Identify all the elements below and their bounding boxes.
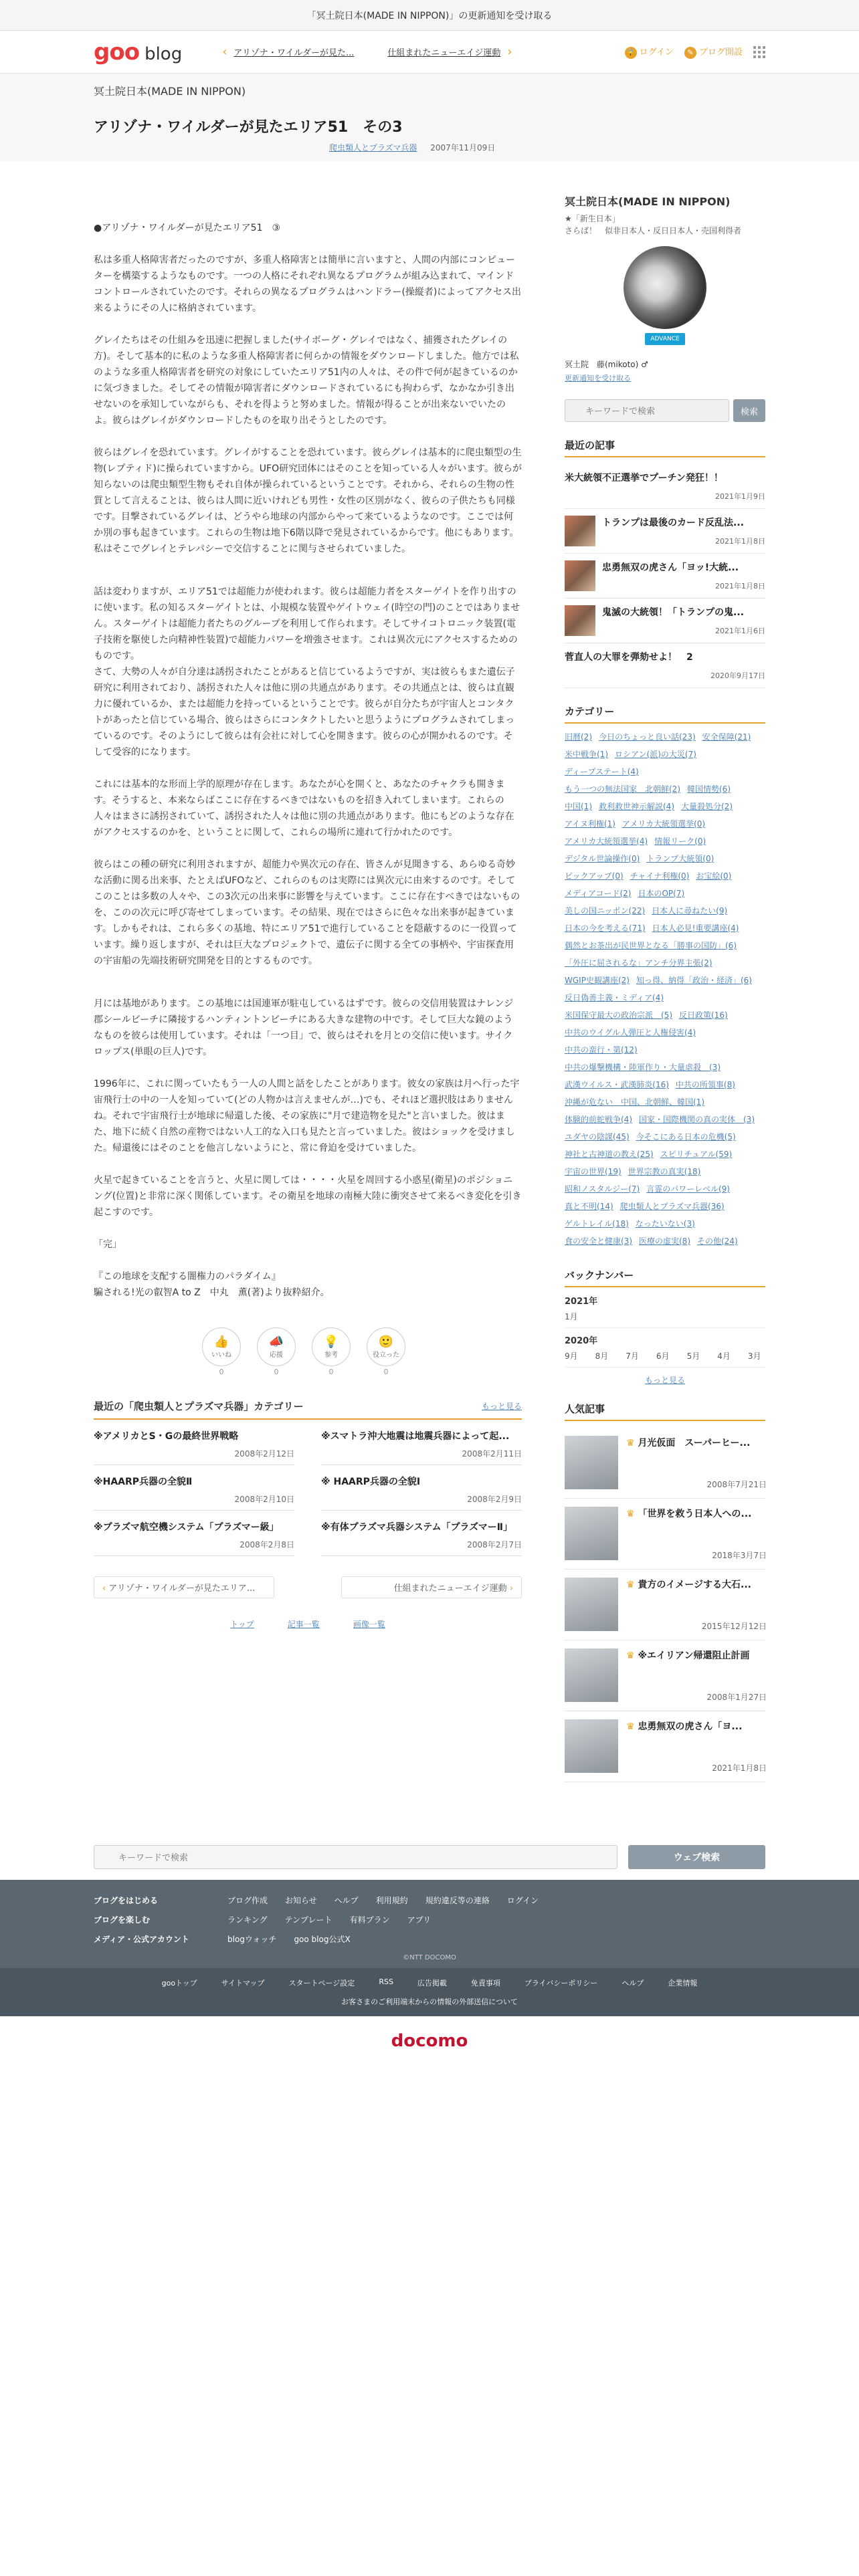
category-link[interactable]: 「外圧に屈されるな」アンチ分界主張(2) bbox=[565, 958, 712, 968]
popular-date: 2008年7月21日 bbox=[706, 1480, 767, 1489]
footer-row-heading[interactable]: ブログを楽しむ bbox=[94, 1915, 151, 1925]
recent-posts bbox=[565, 438, 765, 688]
reaction-label: 参考 bbox=[324, 1352, 338, 1359]
category-link[interactable]: 米国保守最大の政治宗派 (5) bbox=[565, 1010, 672, 1020]
reaction-icon: 💡 bbox=[323, 1335, 339, 1349]
reaction-circle[interactable] bbox=[257, 1327, 296, 1366]
bottom-links bbox=[94, 1618, 522, 1630]
sidebar-search bbox=[565, 399, 765, 422]
article-paragraph: 「完」 bbox=[94, 1239, 122, 1250]
category-link[interactable]: 世界宗教の真実(18) bbox=[628, 1167, 701, 1176]
category-link[interactable]: 知っ得、納得「政治・経済」(6) bbox=[636, 976, 752, 985]
related-title: 最近の「爬虫類人とプラズマ兵器」カテゴリー bbox=[94, 1400, 304, 1412]
footer-row-links bbox=[227, 1914, 765, 1925]
footer-link[interactable]: ログイン bbox=[506, 1896, 539, 1905]
backnumber-year: 2020年 bbox=[565, 1336, 598, 1346]
popular-thumbnail[interactable] bbox=[565, 1648, 618, 1702]
popular-text bbox=[626, 1507, 767, 1561]
category-link[interactable]: 昭和ノスタルジー(7) bbox=[565, 1184, 640, 1194]
category-link[interactable]: 武漢ウイルス・武漢肺炎(16) bbox=[565, 1080, 669, 1089]
crown-icon: ♛ bbox=[626, 1438, 638, 1448]
popular-thumbnail[interactable] bbox=[565, 1507, 618, 1560]
category-link[interactable]: 大量殺処分(2) bbox=[681, 802, 733, 811]
reaction-2[interactable] bbox=[312, 1327, 351, 1376]
back-numbers bbox=[565, 1268, 765, 1386]
category-link[interactable]: WGIP史観講座(2) bbox=[565, 976, 630, 985]
category-link[interactable]: アイヌ利権(1) bbox=[565, 819, 615, 829]
recent-text bbox=[565, 650, 765, 681]
category-link[interactable]: 偶然とお茶出が民世界となる「勝事の国防」(6) bbox=[565, 941, 737, 950]
article-paragraph: 火星で起きていることを言うと、火星に関しては・・・・火星を周回する小惑星(衛星)のポジショニング(位置)と非常に深く関係しています。その衛星を地球の南極大陸に衝突させて来るべき変化を引き起こすのです。 bbox=[94, 1175, 522, 1218]
popular-title[interactable]: 月光仮面 スーパーヒー... bbox=[638, 1438, 751, 1448]
footer-row-links bbox=[227, 1895, 765, 1906]
blog-banner bbox=[0, 74, 859, 161]
related-item-title[interactable]: ※有体プラズマ兵器システム「プラズマーⅡ」 bbox=[321, 1522, 513, 1533]
category-link[interactable]: 日本の今を考える(71) bbox=[565, 924, 646, 933]
footer-link[interactable]: ヘルプ bbox=[622, 1979, 644, 1988]
reaction-label: 役立った bbox=[373, 1352, 399, 1359]
backnumber-months bbox=[565, 1311, 765, 1328]
related-item-date: 2008年2月10日 bbox=[234, 1495, 294, 1504]
popular-item[interactable] bbox=[565, 1499, 765, 1570]
footer-link[interactable]: 規約違反等の連絡 bbox=[425, 1896, 490, 1905]
category-link[interactable]: スピリチュアル(59) bbox=[660, 1150, 733, 1159]
footer-link[interactable]: 企業情報 bbox=[668, 1979, 698, 1988]
category-link[interactable]: 反日偽善主義・ミディア(4) bbox=[565, 993, 664, 1002]
pager-next-label: 仕組まれたニューエイジ運動 bbox=[393, 1584, 507, 1594]
pager-prev-label: アリゾナ・ワイルダーが見たエリア... bbox=[108, 1584, 256, 1594]
backnumber-month-link[interactable]: 6月 bbox=[656, 1352, 670, 1361]
reaction-count: 0 bbox=[328, 1368, 334, 1376]
recent-text bbox=[602, 560, 765, 591]
profile-description: ★「新生日本」 さらば！ 似非日本人・反日日本人・売国利得者 bbox=[565, 214, 742, 235]
recent-date: 2021年1月8日 bbox=[715, 537, 765, 546]
related-item[interactable] bbox=[94, 1465, 294, 1511]
crown-icon: ♛ bbox=[626, 1650, 638, 1661]
related-more-link[interactable]: もっと見る bbox=[481, 1402, 522, 1411]
reaction-icon: 🙂 bbox=[378, 1335, 394, 1349]
category-link[interactable]: 爬虫類人とプラズマ兵器(36) bbox=[619, 1202, 725, 1211]
reaction-buttons bbox=[202, 1327, 522, 1376]
login-button[interactable] bbox=[625, 45, 674, 59]
footer-link[interactable]: gooトップ bbox=[161, 1979, 197, 1988]
footer-link[interactable]: goo blog公式X bbox=[294, 1935, 351, 1944]
popular-date: 2015年12月12日 bbox=[701, 1622, 767, 1631]
logo-blog: blog bbox=[145, 43, 183, 64]
next-post-link[interactable]: 仕組まれたニューエイジ運動 bbox=[387, 48, 501, 58]
reaction-circle[interactable] bbox=[202, 1327, 241, 1366]
category-link[interactable]: 旧暦(2) bbox=[565, 732, 592, 742]
category-link[interactable]: 沖縄が危ない 中国、北朝鮮、韓国(1) bbox=[565, 1097, 704, 1107]
related-heading bbox=[94, 1399, 522, 1420]
footer-link[interactable]: ヘルプ bbox=[334, 1896, 359, 1905]
backnumber-month-link[interactable]: 7月 bbox=[626, 1352, 639, 1361]
category-link[interactable]: 韓国情勢(6) bbox=[687, 784, 731, 794]
backnumber-month-link[interactable]: 8月 bbox=[595, 1352, 609, 1361]
backnumber-month-link[interactable]: 5月 bbox=[686, 1352, 700, 1361]
backnumber-more-link[interactable]: もっと見る bbox=[644, 1376, 685, 1385]
related-item[interactable] bbox=[321, 1511, 522, 1556]
crown-icon: ♛ bbox=[626, 1580, 638, 1590]
category-link[interactable]: もう一つの無法国家 北朝鮮(2) bbox=[565, 784, 680, 794]
pencil-icon: ✎ bbox=[684, 47, 696, 59]
related-item-date: 2008年2月8日 bbox=[240, 1540, 294, 1549]
related-item-date: 2008年2月11日 bbox=[462, 1449, 522, 1459]
popular-date: 2021年1月8日 bbox=[712, 1763, 767, 1773]
article-paragraph: 月には基地があります。この基地には国連軍が駐屯しているはずです。彼らの交信用装置はナレンジ郡シールビーチに隣接するハンティントンビーチにある大きな建物の中です。そして巨大な鏡のようなものを彼らは使用しています。それは「一つ目」で、彼らはそれを月との交信に使います。サイクロップス(単眼の巨人)です。 bbox=[94, 998, 514, 1057]
category-link[interactable]: 米中戦争(1) bbox=[565, 750, 608, 759]
popular-thumbnail[interactable] bbox=[565, 1578, 618, 1631]
category-link[interactable]: 日本のOP(7) bbox=[638, 889, 685, 898]
goo-blog-logo[interactable] bbox=[94, 39, 182, 66]
backnumber-heading: バックナンバー bbox=[565, 1268, 765, 1287]
article-paragraph: 彼らはグレイを恐れています。グレイがすることを恐れています。彼らグレイは基本的に爬虫類型の生物(レプティド)に操られていますから。UFO研究団体にはそのことを知っている人々がいます。彼らが知らないのは爬虫類型生物もそれ自体が操られているということです。それから、それらの生物の性質として言えることは、彼らは人間に近いけれども男性・女性の区別がなく、彼らの子供たちも同様です。目撃されているグレイは、どうやら地球の内部からやって来ているようなのです。ここでは何か別の事も起きています。これらの生物は地下6階以降で発見されているからです。他にもあります。私はそこでグレイとテレパシーで交信することに関与させられていました。 bbox=[94, 447, 522, 554]
recent-title[interactable]: 鬼滅の大統領！「トランプの鬼... bbox=[602, 607, 744, 618]
reaction-count: 0 bbox=[383, 1368, 389, 1376]
footer-link[interactable]: 有料プラン bbox=[349, 1915, 390, 1925]
recent-text bbox=[602, 516, 765, 546]
related-item-title[interactable]: ※スマトラ沖大地震は地震兵器によって起... bbox=[321, 1431, 510, 1442]
chevron-left-icon: ‹ bbox=[102, 1584, 109, 1594]
popular-item[interactable] bbox=[565, 1711, 765, 1782]
category-link[interactable]: 安全保障(21) bbox=[702, 732, 751, 742]
reaction-circle[interactable] bbox=[367, 1327, 405, 1366]
popular-item[interactable] bbox=[565, 1640, 765, 1711]
related-item-date: 2008年2月9日 bbox=[467, 1495, 522, 1504]
post-navigation bbox=[222, 45, 512, 59]
related-item[interactable] bbox=[321, 1465, 522, 1511]
blog-title[interactable]: 冥土院日本(MADE IN NIPPON) bbox=[94, 85, 246, 98]
popular-text bbox=[626, 1436, 767, 1490]
footer bbox=[0, 1880, 859, 1968]
reaction-icon: 📣 bbox=[268, 1335, 284, 1349]
sidebar-search-input[interactable] bbox=[565, 399, 729, 422]
category-link[interactable]: デジタル世論操作(0) bbox=[565, 854, 640, 863]
category-link[interactable]: チャイナ利権(0) bbox=[630, 871, 690, 881]
chevron-right-icon: › bbox=[506, 1584, 513, 1594]
pager-prev-button[interactable] bbox=[94, 1576, 274, 1598]
recent-thumbnail[interactable] bbox=[565, 605, 595, 636]
chevron-right-icon[interactable]: › bbox=[507, 45, 512, 59]
post-title: アリゾナ・ワイルダーが見たエリア51 その3 bbox=[94, 119, 403, 136]
category-link[interactable]: 今そこにある日本の危機(5) bbox=[636, 1132, 736, 1142]
notification-text[interactable]: 「冥土院日本(MADE IN NIPPON)」の更新通知を受け取る bbox=[306, 10, 553, 21]
footer-link[interactable]: お知らせ bbox=[285, 1896, 317, 1905]
footer-row-heading[interactable]: メディア・公式アカウント bbox=[94, 1935, 189, 1944]
reaction-label: いいね bbox=[211, 1352, 231, 1359]
popular-title-row bbox=[626, 1436, 767, 1449]
category-link[interactable]: ピックアップ(0) bbox=[565, 871, 624, 881]
popular-title-row bbox=[626, 1648, 767, 1662]
related-item-title[interactable]: ※ HAARP兵器の全貌Ⅰ bbox=[321, 1477, 421, 1487]
category-link[interactable]: 神社と古神道の教え(25) bbox=[565, 1150, 654, 1159]
popular-text bbox=[626, 1719, 767, 1774]
prev-post-link[interactable]: アリゾナ・ワイルダーが見た... bbox=[233, 48, 355, 58]
related-item[interactable] bbox=[321, 1420, 522, 1465]
chevron-left-icon[interactable]: ‹ bbox=[222, 45, 227, 59]
avatar[interactable] bbox=[624, 246, 706, 329]
category-link[interactable]: 中共の所領事(8) bbox=[675, 1080, 735, 1089]
recent-date: 2021年1月9日 bbox=[715, 492, 765, 501]
footer-link[interactable]: 免責事項 bbox=[470, 1979, 500, 1988]
image-list-link[interactable]: 画像一覧 bbox=[353, 1620, 385, 1629]
recent-item[interactable] bbox=[565, 464, 765, 509]
popular-title-row bbox=[626, 1578, 767, 1591]
category-link[interactable]: アメリカ大統領選挙(0) bbox=[622, 819, 706, 829]
recent-thumbnail[interactable] bbox=[565, 560, 595, 591]
popular-title[interactable]: 忠勇無双の虎さん「ヨ... bbox=[638, 1721, 743, 1732]
profile-box bbox=[565, 193, 765, 422]
recent-date: 2021年1月8日 bbox=[715, 582, 765, 591]
recent-heading: 最近の記事 bbox=[565, 438, 765, 457]
post-date: 2007年11月09日 bbox=[430, 143, 496, 152]
recent-date: 2021年1月6日 bbox=[715, 627, 765, 635]
external-notice[interactable]: お客さまのご利用端末からの情報の外部送信について bbox=[341, 1998, 518, 2006]
footer-link[interactable]: アプリ bbox=[407, 1915, 432, 1925]
category-link[interactable]: 今日のちょっと良い話(23) bbox=[599, 732, 696, 742]
pager bbox=[94, 1576, 522, 1598]
article-paragraph: これには基本的な形而上学的原理が存在します。あなたが心を開くと、あなたのチャクラも開きます。そうすると、本来ならばここに存在するべきではないものを招き入れてしまいます。これらの人々はまさに誘拐されていて、誘拐された人々は他に別の共通点があります。他にもどのような存在がアクセスするのかを、ということに関して、これらの場所に連れて行かれたのです。 bbox=[94, 779, 514, 838]
category-link[interactable]: ユダヤの陰謀(45) bbox=[565, 1132, 630, 1142]
related-item-title[interactable]: ※プラズマ航空機システム「プラズマー級」 bbox=[94, 1522, 279, 1533]
recent-item[interactable] bbox=[565, 643, 765, 688]
related-item-date: 2008年2月7日 bbox=[467, 1540, 522, 1549]
reaction-label: 応援 bbox=[270, 1352, 283, 1359]
follow-link[interactable]: 更新通知を受け取る bbox=[565, 374, 631, 383]
article-body bbox=[94, 193, 522, 1301]
category-link[interactable]: メディアコード(2) bbox=[565, 889, 632, 898]
profile-user: 冥土院 藤(mikoto) ♂ bbox=[565, 360, 648, 369]
login-label: ログイン bbox=[639, 47, 674, 58]
crown-icon: ♛ bbox=[626, 1721, 638, 1732]
popular-item[interactable] bbox=[565, 1428, 765, 1499]
related-item[interactable] bbox=[94, 1420, 294, 1465]
backnumber-year: 2021年 bbox=[565, 1297, 598, 1307]
recent-title[interactable]: 忠勇無双の虎さん「ヨッ!大統... bbox=[602, 562, 739, 573]
recent-item[interactable] bbox=[565, 509, 765, 554]
category-link[interactable]: 情報リーク(0) bbox=[654, 837, 706, 846]
footer-search bbox=[0, 1845, 859, 1869]
category-link[interactable]: 日本人必見!重要講座(4) bbox=[652, 924, 739, 933]
footer-link[interactable]: blogウォッチ bbox=[227, 1935, 277, 1944]
post-category-link[interactable]: 爬虫類人とプラズマ兵器 bbox=[329, 143, 417, 152]
reaction-count: 0 bbox=[219, 1368, 224, 1376]
docomo-logo[interactable]: docomo bbox=[391, 2031, 468, 2051]
article-list-link[interactable]: 記事一覧 bbox=[287, 1620, 320, 1629]
footer-link[interactable]: テンプレート bbox=[284, 1915, 332, 1925]
sidebar bbox=[565, 193, 765, 1798]
lock-icon: 🔒 bbox=[625, 47, 637, 59]
footer-link[interactable]: サイトマップ bbox=[221, 1979, 265, 1988]
category-link[interactable]: 宇宙の世界(19) bbox=[565, 1167, 622, 1176]
category-link[interactable]: ゲルトレイル(18) bbox=[565, 1219, 629, 1228]
footer-link[interactable]: プライバシーポリシー bbox=[524, 1979, 598, 1988]
recent-text bbox=[565, 471, 765, 502]
backnumber-months bbox=[565, 1350, 765, 1368]
category-link[interactable]: アメリカ大統領選挙(4) bbox=[565, 837, 648, 846]
category-link[interactable]: 救利救世神示解説(4) bbox=[599, 802, 674, 811]
recent-thumbnail[interactable] bbox=[565, 516, 595, 546]
footer-link[interactable]: 利用規約 bbox=[375, 1896, 408, 1905]
category-link[interactable]: お宝絵(0) bbox=[696, 871, 732, 881]
category-link[interactable]: 国家・国際機関の真の実体 (3) bbox=[639, 1115, 755, 1124]
notification-bar[interactable] bbox=[0, 0, 859, 31]
apps-grid-icon[interactable] bbox=[753, 46, 765, 58]
backnumber-month-link[interactable]: 4月 bbox=[717, 1352, 731, 1361]
footer-search-input[interactable] bbox=[94, 1845, 617, 1869]
footer-links bbox=[0, 1968, 859, 2016]
sidebar-search-button[interactable]: 検索 bbox=[733, 399, 765, 422]
register-label: ブログ開設 bbox=[698, 47, 743, 58]
footer-row-heading[interactable]: ブログをはじめる bbox=[94, 1896, 159, 1905]
category-link[interactable]: ディープステート(4) bbox=[565, 767, 639, 776]
recent-title[interactable]: 菅直人の大罪を弾劾せよ！ 2 bbox=[565, 652, 693, 663]
recent-title[interactable]: 米大統領不正選挙でプーチン発狂！！ bbox=[565, 473, 723, 484]
category-link[interactable]: 反日政策(16) bbox=[679, 1010, 728, 1020]
reaction-count: 0 bbox=[274, 1368, 279, 1376]
reaction-1[interactable] bbox=[257, 1327, 296, 1376]
recent-item[interactable] bbox=[565, 599, 765, 643]
backnumber-month-link[interactable]: 1月 bbox=[565, 1312, 578, 1321]
category-link[interactable]: 真と不明(14) bbox=[565, 1202, 613, 1211]
popular-posts bbox=[565, 1402, 765, 1782]
footer-link[interactable]: ランキング bbox=[227, 1915, 268, 1925]
category-link[interactable]: なったいない(3) bbox=[635, 1219, 695, 1228]
reaction-3[interactable] bbox=[367, 1327, 405, 1376]
header-actions bbox=[625, 45, 765, 59]
popular-title[interactable]: 「世界を救う日本人への... bbox=[638, 1509, 752, 1519]
top-link[interactable]: トップ bbox=[230, 1620, 254, 1629]
article-paragraph: 彼らはこの種の研究に利用されますが、超能力や異次元の存在、皆さんが見聞きする、あらゆる奇妙な活動に関る出来事、たとえばUFOなど、これらのものは実際には異次元に由来するのです。そしてこのことは多数の人々や、この3次元の出来事に影響を与えています。ここに存在すべきではないものを、このの次元に呼び寄せてしまっています。その結果、現在ではさらに色々な出来事が起きています。しかもそれは、これら多くの基地、特にエリア51で進行していることを隠蔽するのに一役買っています。繰り返しますが、それは巨大なプロジェクトで、遺伝子に関する全ての事柄や、宇宙探査用の宇宙船の先端技術研究開発を目的とするものです。 bbox=[94, 859, 520, 966]
recent-item[interactable] bbox=[565, 554, 765, 599]
reaction-0[interactable] bbox=[202, 1327, 241, 1376]
category-link[interactable]: トランプ大統領(0) bbox=[646, 854, 714, 863]
popular-text bbox=[626, 1648, 767, 1703]
category-link[interactable]: 医療の虚実(8) bbox=[639, 1237, 690, 1246]
register-button[interactable] bbox=[684, 45, 743, 59]
related-item-date: 2008年2月12日 bbox=[234, 1449, 294, 1459]
recent-title[interactable]: トランプは最後のカード反乱法... bbox=[602, 518, 744, 528]
article-paragraph: グレイたちはその仕組みを迅速に把握しました(サイボーグ・グレイではなく、捕獲されたグレイの方)。そして基本的に私のような多重人格障害者に何らかの情報をダウンロードしました。他方では私のような多重人格障害者を研究の対象にしていたエリア51内の人々は、その件で何が起きているのかに気づきました。そしてその情報が障害者にダウンロードされているにも拘わらず、なかなか引き出せないのを承知していながらも、それを得ようと努めました。情報が得ることが出来ないでいたのよ。彼らはグレイがダウンロードしたものを取り出そうとしたのです。 bbox=[94, 335, 519, 426]
category-link[interactable]: 美しの国ニッポン(22) bbox=[565, 906, 646, 916]
article-paragraph: ●アリゾナ・ワイルダーが見たエリア51 ③ bbox=[94, 223, 281, 233]
site-header bbox=[0, 31, 859, 74]
backnumber-month-link[interactable]: 9月 bbox=[565, 1352, 578, 1361]
popular-thumbnail[interactable] bbox=[565, 1436, 618, 1489]
crown-icon: ♛ bbox=[626, 1509, 638, 1519]
popular-date: 2018年3月7日 bbox=[712, 1551, 767, 1560]
pager-next-button[interactable] bbox=[341, 1576, 522, 1598]
category-link[interactable]: 中国(1) bbox=[565, 802, 592, 811]
article-paragraph: 私は多重人格障害者だったのですが、多重人格障害とは簡単に言いますと、人間の内部にコンピューターを構築するようなものです。一つの人格にそれぞれ異なるプログラムが組み込まれて、マインドコントロールされていたのです。それらの異なるプログラムはハンドラー(操縦者)によってアクセス出来るようにその人に格納されています。 bbox=[94, 255, 521, 314]
related-list bbox=[94, 1420, 522, 1556]
backnumber-month-link[interactable]: 3月 bbox=[747, 1352, 761, 1361]
reaction-icon: 👍 bbox=[213, 1335, 229, 1349]
category-link[interactable]: その他(24) bbox=[697, 1237, 738, 1246]
footer-link[interactable]: RSS bbox=[379, 1977, 393, 1986]
popular-title[interactable]: ※エイリアン帰還阻止計画 bbox=[638, 1650, 750, 1661]
popular-item[interactable] bbox=[565, 1570, 765, 1640]
category-link[interactable]: 中共のウイグル人弾圧と人権侵害(4) bbox=[565, 1028, 696, 1037]
article-paragraph: 話は変わりますが、エリア51では超能力が使われます。彼らは超能力者をスターゲイトを作り出すのに使います。私の知るスターゲイトとは、小規模な装置やゲイトウェイ(時空の門)のことではありません。スターゲイトは超能力者たちのグループを利用して作られます。そしてサイコトロニック装置(電子技術を駆使した向精神性装置)で超能力パワーを増強させます。これは異次元にアクセスするためのものです。 さて、大勢の人々が自分達は誘拐されたことがあると信じているようですが、実は彼らもまた遺伝子研究に利用されており、誘拐された人々は他に別の共通点があります。その共通点とは、彼らは直観力に優れているか、または超能力を持っているということです。彼らが自分たちが宇宙人とコンタクトがあったと信じている場合、彼らはさらにコンタクトしたいと思うようにプログラムされてしまっているのです。そのようにして彼らは有会社に対して心を開きます。彼らの心が開かれるのです。そして受容的になります。 bbox=[94, 586, 520, 758]
category-link[interactable]: 日本人に尋ねたい(9) bbox=[652, 906, 728, 916]
popular-title[interactable]: 貴方のイメージする大石... bbox=[638, 1580, 751, 1590]
related-item-title[interactable]: ※HAARP兵器の全貌Ⅱ bbox=[94, 1477, 193, 1487]
category-link[interactable]: 体験的前蛇戦争(4) bbox=[565, 1115, 632, 1124]
footer-link[interactable]: 広告掲載 bbox=[417, 1979, 447, 1988]
related-item-title[interactable]: ※アメリカとS・Gの最終世界戦略 bbox=[94, 1431, 239, 1442]
category-link[interactable]: 食の安全と健康(3) bbox=[565, 1237, 632, 1246]
article-paragraph: 1996年に、これに関っていたもう一人の人間と話をしたことがあります。彼女の家族は月へ行った宇宙飛行士の中の一人を知っていて(どの人物かは言えませんが…)でも、それほど選択肢はありませんね。それで宇宙飛行士が地球に帰還した後、その家族に"月で建造物を見た"と言いました。彼はまた、地下に続く自然の産物ではない人工的な入口も見たと言っていました。彼はショックを受けました。帰還後にはそのことを他言しないようにと、常に脅迫を受けていました。 bbox=[94, 1079, 520, 1154]
post-meta bbox=[94, 142, 765, 153]
categories-heading: カテゴリー bbox=[565, 704, 765, 724]
copyright: ©NTT DOCOMO bbox=[403, 1954, 456, 1961]
recent-text bbox=[602, 605, 765, 636]
popular-heading: 人気記事 bbox=[565, 1402, 765, 1421]
related-item[interactable] bbox=[94, 1511, 294, 1556]
categories bbox=[565, 704, 765, 1252]
reaction-circle[interactable] bbox=[312, 1327, 351, 1366]
web-search-button[interactable]: ウェブ検索 bbox=[628, 1845, 765, 1869]
recent-date: 2020年9月17日 bbox=[710, 671, 765, 680]
logo-goo: goo bbox=[94, 38, 140, 66]
popular-thumbnail[interactable] bbox=[565, 1719, 618, 1773]
advance-badge: ADVANCE bbox=[645, 333, 685, 345]
footer-link[interactable]: ブログ作成 bbox=[227, 1896, 268, 1905]
popular-title-row bbox=[626, 1507, 767, 1520]
popular-text bbox=[626, 1578, 767, 1632]
main-column bbox=[94, 193, 522, 1798]
content-area bbox=[0, 193, 859, 1798]
category-link[interactable]: 中共の爆撃機構・陸軍作り・大量虐殺 (3) bbox=[565, 1063, 721, 1072]
footer-row-links bbox=[227, 1933, 765, 1945]
category-link[interactable]: 中共の蛮行・第(12) bbox=[565, 1045, 638, 1055]
category-link[interactable]: 言霊のパワーレベル(9) bbox=[646, 1184, 730, 1194]
article-paragraph: 『この地球を支配する闇権力のパラダイム』 騙される!光の叡智A to Z 中丸 薫(著)より抜粋紹介。 bbox=[94, 1271, 330, 1298]
popular-date: 2008年1月27日 bbox=[706, 1693, 767, 1702]
profile-name: 冥土院日本(MADE IN NIPPON) bbox=[565, 195, 731, 208]
popular-title-row bbox=[626, 1719, 767, 1733]
footer-link[interactable]: スタートページ設定 bbox=[288, 1979, 355, 1988]
category-link[interactable]: ロシアン(派)の大災(7) bbox=[615, 750, 696, 759]
